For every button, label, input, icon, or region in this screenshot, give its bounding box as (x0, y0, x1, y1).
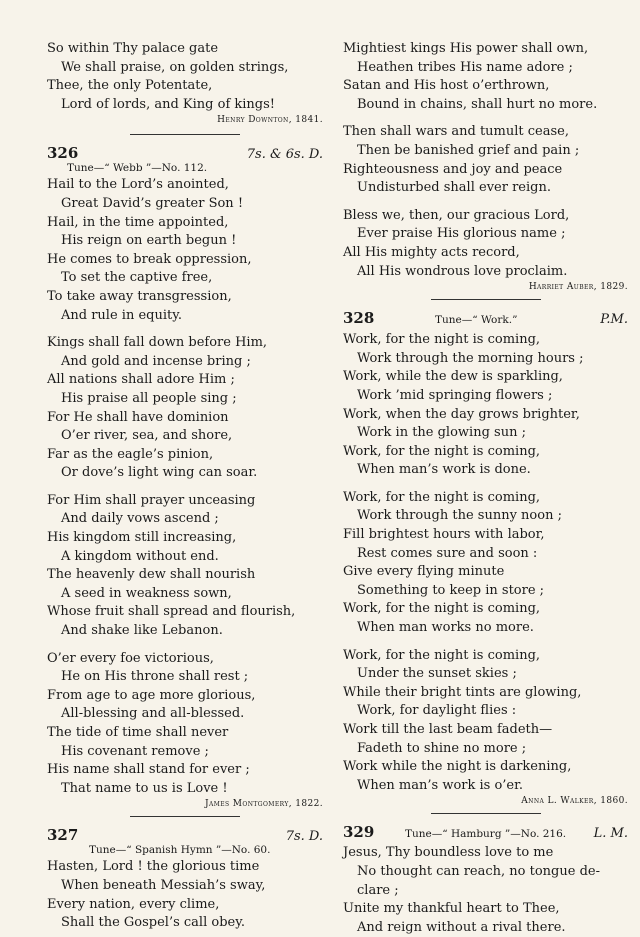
hymn-327 (47, 826, 323, 932)
verse-line: Give every flying minute (343, 564, 505, 580)
hymn-header (47, 144, 323, 162)
verse-line: His reign on earth begun ! (61, 233, 237, 249)
stanza (47, 176, 323, 325)
verse-line: O’er river, sea, and shore, (61, 428, 233, 444)
verse-line: From age to age more glorious, (47, 687, 256, 703)
verse-line: Bound in chains, shall hurt no more. (357, 96, 598, 112)
tune-reference: Tune—“ Work.” (435, 314, 518, 327)
section-divider (130, 134, 240, 135)
stanza (343, 331, 628, 480)
hymn-326 (47, 144, 323, 809)
verse-line: For He shall have dominion (47, 409, 229, 425)
section-divider (431, 813, 541, 814)
verse-line: So within Thy palace gate (47, 41, 219, 56)
verse-line: His name shall stand for ever ; (47, 762, 250, 778)
tune-reference: Tune—“ Webb ”—No. 112. (67, 162, 208, 175)
stanza (47, 334, 323, 483)
verse-line: And reign without a rival there. (357, 919, 566, 935)
verse-line: All His mighty acts record, (343, 244, 520, 260)
verse-line: Great David’s greater Son ! (61, 195, 244, 211)
verse-line: A seed in weakness sown, (61, 585, 232, 601)
hymn-number: 328 (343, 309, 375, 328)
verse-line: While their bright tints are glowing, (343, 684, 582, 700)
verse-line: And daily vows ascend ; (61, 511, 219, 527)
verse-line: Far as the eagle’s pinion, (47, 446, 214, 462)
hymn-meter: P.M. (600, 312, 628, 328)
tune-reference: Tune—“ Spanish Hymn ”—No. 60. (89, 844, 271, 857)
verse-line: Jesus, Thy boundless love to me (343, 845, 554, 861)
verse-line: His praise all people sing ; (61, 390, 237, 406)
verse-line: Work, for the night is coming, (343, 601, 541, 617)
verse-line: For Him shall prayer unceasing (47, 492, 256, 508)
verse-line: Work in the glowing sun ; (357, 425, 526, 441)
verse-line: clare ; (357, 882, 399, 898)
verse-line: All His wondrous love proclaim. (357, 263, 568, 279)
stanza (47, 492, 323, 641)
verse-line: When beneath Messiah’s sway, (61, 877, 266, 893)
author-credit: Anna L. Walker, 1860. (521, 796, 628, 807)
verse-line: Ever praise His glorious name ; (357, 226, 566, 242)
verse-line: And gold and incense bring ; (61, 353, 251, 369)
verse-line: Work through the morning hours ; (357, 350, 584, 366)
author-credit: Henry Downton, 1841. (217, 115, 323, 126)
stanza (343, 647, 628, 796)
verse-line: Or dove’s light wing can soar. (61, 465, 258, 481)
hymn-325-ending (47, 40, 323, 125)
hymn-meter: L. M. (593, 826, 628, 842)
verse-line: Every nation, every clime, (47, 896, 220, 912)
hymn-328 (343, 309, 628, 806)
tune-reference: Tune—“ Hamburg ”—No. 216. (405, 828, 567, 841)
hymn-number: 327 (47, 826, 79, 845)
left-column (47, 40, 323, 933)
verse-line: The heavenly dew shall nourish (47, 567, 256, 583)
verse-line: Work till the last beam fadeth— (343, 722, 553, 737)
hymn-meter: 7s. D. (285, 829, 323, 845)
verse-line: Undisturbed shall ever reign. (357, 180, 551, 196)
verse-line: Hasten, Lord ! the glorious time (47, 859, 260, 875)
stanza (343, 40, 628, 114)
verse-line: His kingdom still increasing, (47, 530, 237, 546)
stanza (47, 650, 323, 799)
verse-line: Heathen tribes His name adore ; (357, 59, 573, 75)
verse-line: Lord of lords, and King of kings! (61, 96, 276, 112)
verse-line: Work ’mid springing flowers ; (357, 387, 553, 403)
right-column (343, 40, 628, 937)
verse-line: When man’s work is o’er. (357, 777, 524, 793)
verse-line: And rule in equity. (61, 307, 182, 323)
verse-line: To set the captive free, (61, 270, 213, 286)
author-credit: James Montgomery, 1822. (204, 799, 323, 810)
verse-line: All nations shall adore Him ; (47, 372, 235, 388)
hymn-meter: 7s. & 6s. D. (246, 147, 323, 163)
verse-line: And shake like Lebanon. (61, 623, 223, 639)
author-credit: Harriet Auber, 1829. (528, 282, 628, 293)
verse-line: All-blessing and all-blessed. (61, 706, 245, 722)
verse-line: To take away transgression, (47, 288, 232, 304)
verse-line: Whose fruit shall spread and flourish, (47, 604, 296, 620)
verse-line: Thee, the only Potentate, (47, 78, 213, 94)
verse-line: When man’s work is done. (357, 462, 531, 478)
hymn-329 (343, 823, 628, 937)
verse-line: Work while the night is darkening, (343, 759, 572, 775)
verse-line: Unite my thankful heart to Thee, (343, 901, 560, 917)
verse-line: That name to us is Love ! (61, 780, 228, 796)
verse-line: Satan and His host o’erthrown, (343, 78, 550, 94)
verse-line: He comes to break oppression, (47, 251, 252, 267)
verse-line: When man works no more. (357, 620, 534, 636)
verse-line: Righteousness and joy and peace (343, 161, 563, 177)
verse-line: Fadeth to shine no more ; (357, 740, 527, 756)
verse-line: Work, for the night is coming, (343, 443, 541, 459)
verse-line: Work through the sunny noon ; (357, 508, 562, 524)
verse-line: His covenant remove ; (61, 743, 209, 759)
verse-line: Kings shall fall down before Him, (47, 335, 268, 351)
verse-line: Work, for the night is coming, (343, 332, 541, 348)
verse-line: Work, for the night is coming, (343, 647, 541, 663)
verse-line: Work, for the night is coming, (343, 489, 541, 505)
verse-line: Then shall wars and tumult cease, (343, 124, 569, 140)
verse-line: Work, when the day grows brighter, (343, 406, 580, 422)
verse-line: Work, while the dew is sparkling, (343, 369, 563, 385)
verse-line: Bless we, then, our gracious Lord, (343, 207, 570, 223)
verse-line: Then be banished grief and pain ; (357, 142, 580, 158)
verse-line: Fill brightest hours with labor, (343, 527, 545, 543)
hymn-number: 329 (343, 823, 375, 842)
stanza (343, 489, 628, 638)
hymn-header (343, 823, 628, 841)
verse-line: Under the sunset skies ; (357, 666, 517, 682)
verse-line: Work, for daylight flies : (357, 703, 517, 719)
hymn-header (47, 826, 323, 844)
verse-line: The tide of time shall never (47, 725, 229, 740)
verse-line: O’er every foe victorious, (47, 650, 214, 666)
verse-line: Something to keep in store ; (357, 582, 545, 598)
verse-line: No thought can reach, no tongue de- (357, 863, 600, 879)
verse-line: He on His throne shall rest ; (61, 669, 249, 685)
verse-line: Mightiest kings His power shall own, (343, 41, 589, 56)
verse-line: Shall the Gospel’s call obey. (61, 915, 245, 931)
stanza (343, 207, 628, 281)
hymn-header (343, 309, 628, 327)
section-divider (431, 299, 541, 300)
verse-line: Hail, in the time appointed, (47, 214, 229, 230)
verse-line: Hail to the Lord’s anointed, (47, 177, 229, 193)
section-divider (130, 816, 240, 817)
hymn-number: 326 (47, 144, 79, 163)
verse-line: Rest comes sure and soon : (357, 545, 538, 561)
verse-line: We shall praise, on golden strings, (61, 59, 289, 75)
verse-line: A kingdom without end. (61, 548, 219, 564)
stanza (343, 123, 628, 197)
